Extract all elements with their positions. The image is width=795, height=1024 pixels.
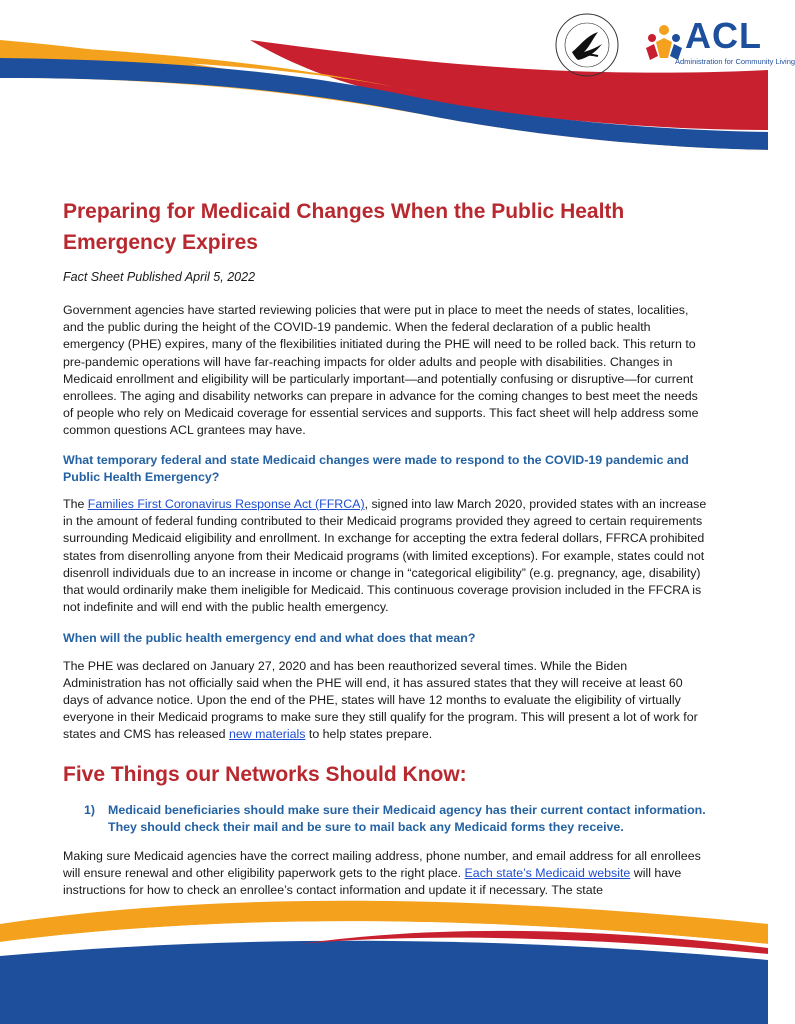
- text-span: to help states prepare.: [305, 727, 433, 742]
- question-heading-2: When will the public health emergency end and what does that mean?: [63, 631, 476, 646]
- list-item-text: Medicaid beneficiaries should make sure their Medicaid agency has their current contact information. They should check their mail and be sure to mail back any Medicaid forms they receive.: [108, 802, 706, 834]
- acl-logo-subtitle: Administration for Community Living: [675, 57, 795, 66]
- document-title: Preparing for Medicaid Changes When the Public Health Emergency Expires: [63, 200, 625, 254]
- hhs-eagle-seal-icon: [554, 12, 620, 78]
- new-materials-link[interactable]: new materials: [229, 727, 306, 742]
- state-medicaid-website-link[interactable]: Each state’s Medicaid website: [464, 866, 631, 881]
- ffcra-paragraph: [63, 496, 708, 616]
- document-body: [63, 196, 708, 900]
- list-item-1: [84, 802, 708, 836]
- intro-paragraph: Government agencies have started reviewing policies that were put in place to meet the needs of states, localities, and the public during the height of the COVID-19 pandemic. When the federal declaration of a public health emergency (PHE) expires, many of the flexibilities initiated during the PHE will need to be rolled back. This return to pre-pandemic operations will have far-reaching impacts for older adults and people with disabilities. Changes in Medicaid enrollment and eligibility will be particularly important—and potentially confusing or disruptive—for current enrollees. The aging and disability networks can prepare in advance for the coming changes to best meet the needs of people who rely on Medicaid coverage for essential services and supports. This fact sheet will help address some common questions ACL grantees may have.: [63, 303, 699, 438]
- acl-logo: ACL: [685, 15, 762, 56]
- text-span: The PHE was declared on January 27, 2020 and has been reauthorized several times. While the Biden Administration has not officially said when the PHE will end, it has assured states that they will receive at least 60 days of advance notice. Upon the end of the PHE, states will have 12 months to evaluate the eligibility of virtually everyone in their Medicaid programs to make sure they still qualify for the program. This will present a lot of work for states and CMS has released: [63, 658, 698, 742]
- ffcra-link[interactable]: Families First Coronavirus Response Act (FFRCA): [87, 497, 365, 512]
- section-heading: Five Things our Networks Should Know:: [63, 762, 467, 786]
- phe-paragraph: [63, 658, 708, 744]
- text-span: Making sure Medicaid agencies have the correct mailing address, phone number, and email address for all enrollees will ensure renewal and other eligibility paperwork gets to the right place.: [63, 849, 701, 881]
- text-span: The: [63, 497, 88, 512]
- question-heading-1: What temporary federal and state Medicaid changes were made to respond to the COVID-19 pandemic and Public Health Emergency?: [63, 452, 689, 484]
- text-span: will have instructions for how to check an enrollee’s contact information and update it if necessary. The state: [63, 866, 682, 898]
- footer-swoosh: [0, 884, 768, 1024]
- published-date: Fact Sheet Published April 5, 2022: [63, 270, 256, 284]
- list-number: 1): [84, 802, 96, 817]
- text-span: , signed into law March 2020, provided states with an increase in the amount of federal funding contributed to their Medicaid programs provided they agreed to certain requirements surrounding Medicaid eligibility and enrollment. In exchange for accepting the extra federal dollars, FFRCA prohibited states from disenrolling anyone from their Medicaid programs (with limited exceptions). For example, states could not disenroll individuals due to an increase in income or change in “categorical eligibility” (e.g. pregnancy, age, disability) that would ordinarily make them ineligible for Medicaid. This continuous coverage provision included in the FFCRA is not indefinite and will end with the public health emergency.: [63, 497, 707, 615]
